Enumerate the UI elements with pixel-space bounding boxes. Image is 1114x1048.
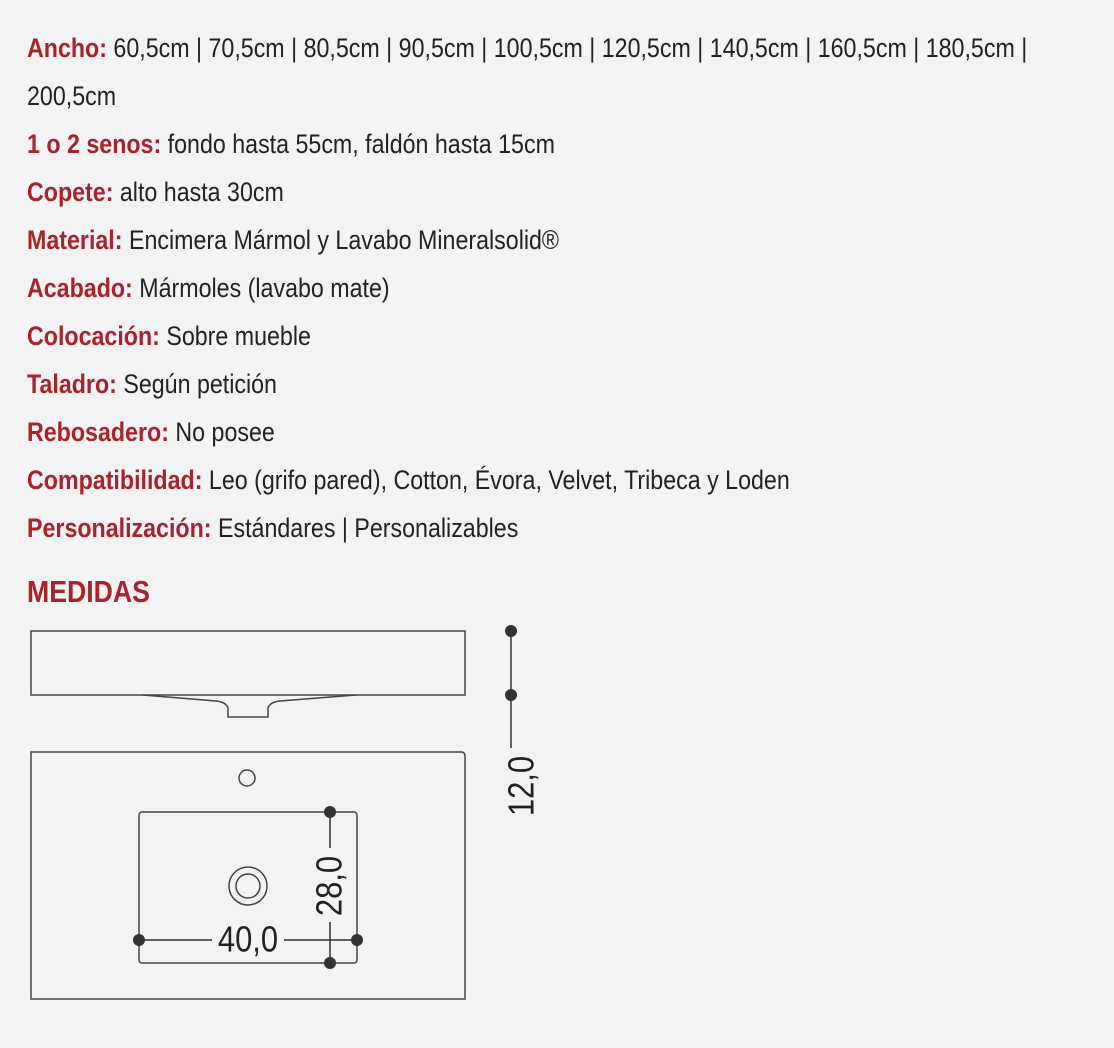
spec-label: Personalización: [27,513,212,543]
spec-value: Según petición [123,369,277,399]
front-elevation [31,631,465,717]
width-dimension-dot-left [133,934,145,946]
spec-value: alto hasta 30cm [119,177,284,207]
spec-colocacion [27,312,1102,360]
spec-value: Leo (grifo pared), Cotton, Évora, Velvet, Tribeca y Loden [208,465,790,495]
faucet-hole [239,770,255,786]
spec-compatibilidad [27,456,1102,504]
spec-label: Colocación: [27,321,160,351]
spec-value: Encimera Mármol y Lavabo Mineralsolid® [128,225,560,255]
depth-dimension [310,806,350,969]
spec-material [27,216,1102,264]
measures-title: MEDIDAS [27,574,150,609]
spec-value: Sobre mueble [166,321,311,351]
depth-dimension-label: 28,0 [310,855,351,917]
countertop-front-outline [31,631,465,695]
plan-view [31,752,465,999]
spec-label: Rebosadero: [27,417,169,447]
width-dimension-dot-right [351,934,363,946]
spec-list [27,24,1107,552]
height-dimension [502,625,542,816]
spec-label: Copete: [27,177,114,207]
spec-senos [27,120,1102,168]
height-dimension-dot-bottom [505,689,517,701]
spec-label: Material: [27,225,123,255]
depth-dimension-dot-bottom [324,957,336,969]
spec-value: No posee [175,417,275,447]
spec-label: Ancho: [27,33,107,63]
spec-personalizacion [27,504,1102,552]
spec-value: 60,5cm | 70,5cm | 80,5cm | 90,5cm | 100,5cm | 120,5cm | 140,5cm | 160,5cm | 180,5cm | 200,5cm [27,33,1028,111]
width-dimension-label: 40,0 [217,920,279,961]
height-dimension-dot-top [505,625,517,637]
spec-label: Compatibilidad: [27,465,203,495]
spec-value: Estándares | Personalizables [218,513,519,543]
depth-dimension-dot-top [324,806,336,818]
spec-taladro [27,360,1102,408]
drain-inner [236,874,260,898]
spec-label: 1 o 2 senos: [27,129,162,159]
spec-label: Taladro: [27,369,117,399]
sink-technical-drawing [0,600,620,1020]
basin-profile [143,695,356,717]
height-dimension-label: 12,0 [502,755,543,817]
spec-value: fondo hasta 55cm, faldón hasta 15cm [167,129,555,159]
drain-outer [229,867,267,905]
spec-value: Mármoles (lavabo mate) [139,273,390,303]
spec-ancho [27,24,1102,120]
width-dimension [133,920,363,960]
spec-label: Acabado: [27,273,133,303]
countertop-plan-outline [31,752,465,999]
spec-acabado [27,264,1102,312]
spec-copete [27,168,1102,216]
spec-rebosadero [27,408,1102,456]
